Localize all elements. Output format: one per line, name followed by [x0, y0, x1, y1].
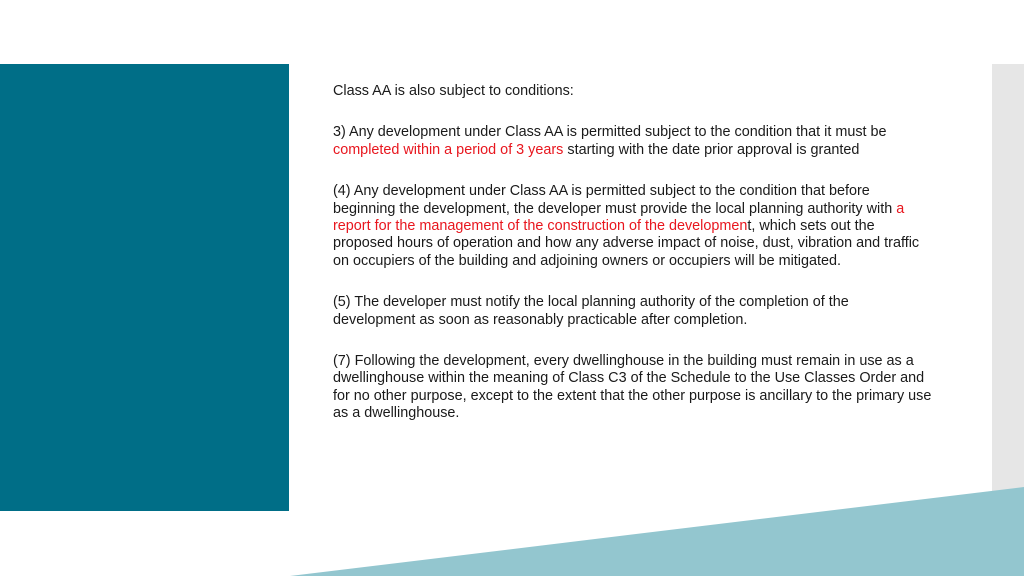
- condition-7: (7) Following the development, every dwellinghouse in the building must remain in use as a dwellinghouse within the meaning of Class C3 of the Schedule to the Use Classes Order and for no other purpose, except to the extent that the other purpose is ancillary to the primary use as a dwellinghouse.: [333, 353, 932, 422]
- condition-4-text-end: t, which sets out the proposed hours of operation and how any adverse impact of noise, dust, vibration and traffic on occupiers of the building and adjoining owners or occupiers will be mitigated.: [333, 218, 920, 269]
- intro-text: Class AA is also subject to conditions:: [333, 83, 574, 99]
- condition-4-text: (4) Any development under Class AA is permitted subject to the condition that before beginning the development, the developer must provide the local planning authority with: [333, 183, 897, 217]
- condition-5: (5) The developer must notify the local planning authority of the completion of the development as soon as reasonably practicable after completion.: [333, 294, 849, 328]
- condition-3-text-end: starting with the date prior approval is granted: [563, 141, 860, 158]
- condition-4-highlight: a report for the management of the construction of the developmen: [333, 200, 905, 235]
- condition-3-highlight: completed within a period of 3 years: [333, 141, 564, 158]
- condition-3-text: 3) Any development under Class AA is permitted subject to the condition that it must be: [333, 124, 887, 141]
- condition-4: [333, 183, 933, 270]
- slide-body: [333, 83, 933, 447]
- condition-3: [333, 124, 933, 159]
